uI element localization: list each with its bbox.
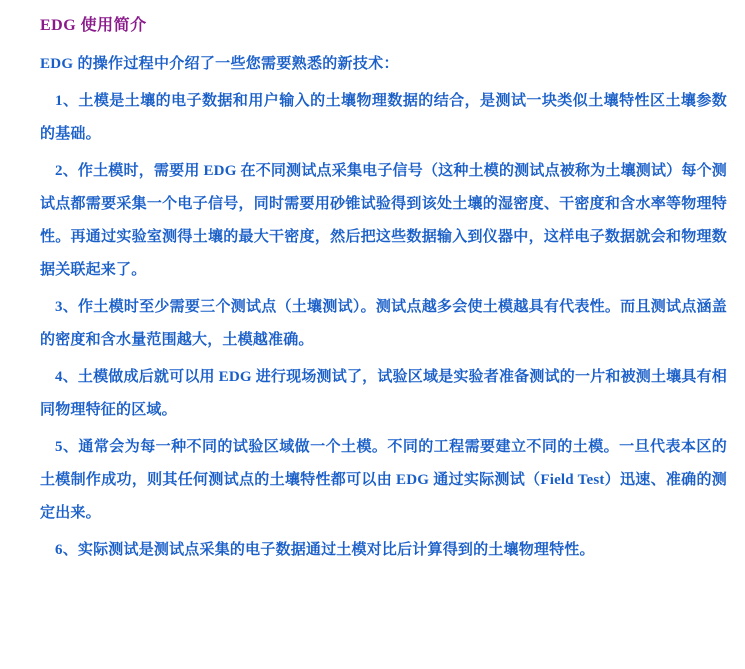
- body-paragraph-4: 4、土模做成后就可以用 EDG 进行现场测试了，试验区域是实验者准备测试的一片和被测土壤具有相同物理特征的区域。: [40, 369, 727, 418]
- body-paragraph-2: 2、作土模时，需要用 EDG 在不同测试点采集电子信号（这种土模的测试点被称为土壤测试）每个测试点都需要采集一个电子信号，同时需要用砂锥试验得到该处土壤的湿密度、干密度和含水率等物理特性。再通过实验室测得土壤的最大干密度，然后把这些数据输入到仪器中，这样电子数据就会和物理数据关联起来了。: [40, 163, 727, 278]
- body-paragraph-3: 3、作土模时至少需要三个测试点（土壤测试）。测试点越多会使土模越具有代表性。而且测试点涵盖的密度和含水量范围越大，土模越准确。: [40, 299, 727, 348]
- intro-paragraph: EDG 的操作过程中介绍了一些您需要熟悉的新技术：: [40, 56, 399, 72]
- body-paragraph-5: 5、通常会为每一种不同的试验区域做一个土模。不同的工程需要建立不同的土模。一旦代表本区的土模制作成功，则其任何测试点的土壤特性都可以由 EDG 通过实际测试（Field Test）迅速、准确的测定出来。: [40, 439, 727, 521]
- body-paragraph-1: 1、土模是土壤的电子数据和用户输入的土壤物理数据的结合，是测试一块类似土壤特性区土壤参数的基础。: [40, 93, 727, 142]
- page-title: EDG 使用简介: [40, 17, 147, 34]
- body-paragraph-6: 6、实际测试是测试点采集的电子数据通过土模对比后计算得到的土壤物理特性。: [55, 542, 595, 558]
